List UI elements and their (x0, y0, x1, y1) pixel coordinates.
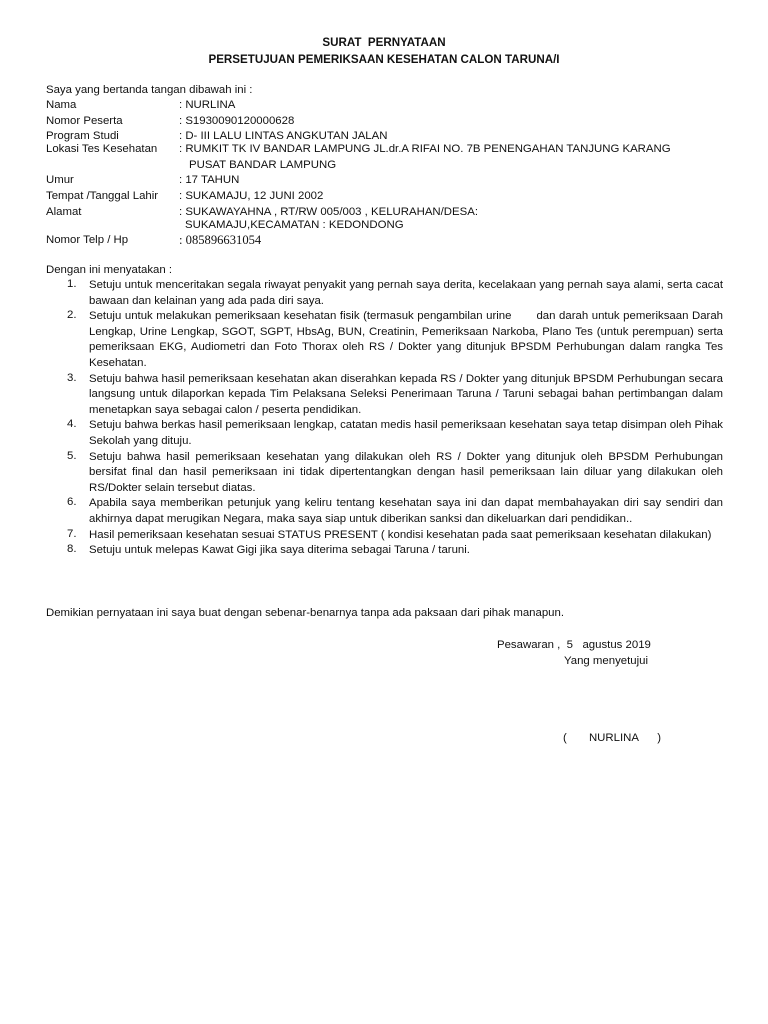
field-label: Nama (46, 99, 77, 111)
item-text: Setuju untuk melepas Kawat Gigi jika saya diterima sebagai Taruna / taruni. (89, 544, 470, 557)
closing-statement: Demikian pernyataan ini saya buat dengan sebenar-benarnya tanpa ada paksaan dari pihak manapun. (46, 607, 565, 619)
place-date: Pesawaran , 5 agustus 2019 (497, 639, 651, 651)
declaration-list (46, 278, 727, 559)
field-label: Lokasi Tes Kesehatan (46, 143, 158, 155)
field-value-line2: PUSAT BANDAR LAMPUNG (189, 159, 337, 171)
field-label: Tempat /Tanggal Lahir (46, 190, 159, 202)
field-label: Umur (46, 174, 74, 186)
field-value: : S1930090120000628 (179, 115, 295, 127)
item-text: Hasil pemeriksaan kesehatan sesuai STATUS PRESENT ( kondisi kesehatan pada saat pemeriksaan kesehatan dilakukan) (89, 528, 712, 541)
item-number: 6. (67, 496, 77, 509)
document-title: SURAT PERNYATAAN (322, 36, 446, 49)
field-label: Nomor Telp / Hp (46, 234, 129, 246)
field-value: : SUKAMAJU, 12 JUNI 2002 (179, 190, 324, 202)
item-number: 1. (67, 278, 77, 290)
field-value: : NURLINA (179, 99, 236, 111)
list-item (46, 418, 723, 449)
field-value: : SUKAWAYAHNA , RT/RW 005/003 , KELURAHAN/DESA: (179, 206, 478, 218)
field-value: : D- III LALU LINTAS ANGKUTAN JALAN (179, 130, 388, 142)
list-item (46, 309, 727, 371)
list-item (46, 278, 723, 309)
list-item (46, 528, 723, 544)
item-number: 4. (67, 418, 77, 431)
item-text: Setuju untuk melakukan pemeriksaan kesehatan fisik (termasuk pengambilan urine dan darah untuk pemeriksaan Darah Lengkap, Urine Lengkap, SGOT, SGPT, HbsAg, BUN, Creatinin, Pemeriksaan Narkoba, Plano Tes (untuk perempuan) serta pemeriksaan EKG, Audiometri dan Foto Thorax oleh RS / Dokter yang ditunjuk BPSDM Perhubungan dalam rangka Tes Kesehatan. (89, 310, 727, 369)
field-value: : 17 TAHUN (179, 174, 240, 186)
field-label: Alamat (46, 206, 82, 218)
list-item (46, 372, 723, 419)
field-value: : 085896631054 (179, 233, 262, 247)
item-text: Setuju bahwa hasil pemeriksaan kesehatan akan diserahkan kepada RS / Dokter yang ditunjuk BPSDM Perhubungan secara langsung untuk dilaporkan kepada Tim Pelaksana Seleksi Penerimaan Taruna / Taruni sebagai bahan pertimbangan dalam menetapkan saya sebagai calon / peserta pendidikan. (89, 372, 723, 416)
intro-text: Saya yang bertanda tangan dibawah ini : (46, 84, 253, 96)
document-subtitle: PERSETUJUAN PEMERIKSAAN KESEHATAN CALON TARUNA/I (208, 53, 560, 66)
item-number: 5. (67, 449, 77, 462)
item-text: Setuju untuk menceritakan segala riwayat penyakit yang pernah saya derita, kecelakaan yang pernah saya alami, serta cacat bawaan dan kelainan yang ada pada diri saya. (89, 279, 723, 307)
field-label: Nomor Peserta (46, 115, 123, 127)
item-text: Setuju bahwa berkas hasil pemeriksaan lengkap, catatan medis hasil pemeriksaan kesehatan saya tetap disimpan oleh Pihak Sekolah yang dituju. (89, 419, 723, 447)
item-text: Apabila saya memberikan petunjuk yang keliru tentang kesehatan saya ini dan dapat membahayakan diri say sendiri dan akhirnya dapat merugikan Negara, maka saya siap untuk diberikan sanksi dan dikeluarkan dari pendidikan.. (89, 497, 723, 525)
list-item (46, 496, 723, 527)
field-value-line2: SUKAMAJU,KECAMATAN : KEDONDONG (185, 219, 404, 231)
approval-label: Yang menyetujui (564, 655, 649, 667)
signatory-name: ( NURLINA ) (563, 732, 662, 744)
list-item (46, 450, 723, 497)
item-text: Setuju bahwa hasil pemeriksaan kesehatan yang dilakukan oleh RS / Dokter yang ditunjuk oleh BPSDM Perhubungan bersifat final dan hasil pemeriksaan ini tidak dipertentangkan dengan hasil pemeriksaan lain diluar yang dilakukan oleh RS/Dokter selain tersebut diatas. (89, 450, 723, 494)
item-number: 8. (67, 543, 77, 556)
field-value: : RUMKIT TK IV BANDAR LAMPUNG JL.dr.A RIFAI NO. 7B PENENGAHAN TANJUNG KARANG (179, 143, 671, 155)
item-number: 3. (67, 371, 77, 384)
field-label: Program Studi (46, 130, 119, 142)
list-item (46, 543, 723, 559)
declaration-intro: Dengan ini menyatakan : (46, 264, 173, 276)
item-number: 2. (67, 309, 77, 322)
item-number: 7. (67, 527, 77, 540)
